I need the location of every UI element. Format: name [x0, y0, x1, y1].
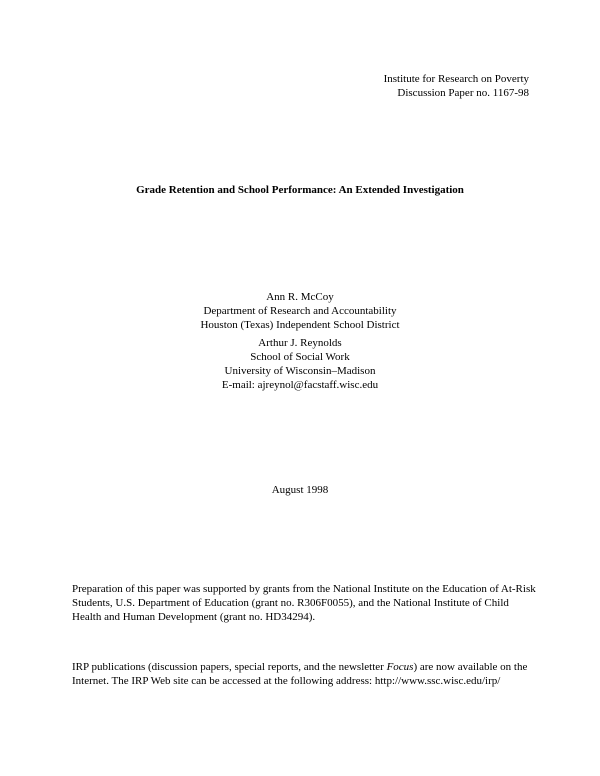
author-block-reynolds: [0, 336, 600, 392]
author-institution: Houston (Texas) Independent School District: [200, 319, 400, 331]
publications-note: [72, 660, 532, 688]
author-department: School of Social Work: [250, 351, 350, 363]
author-block-mccoy: [0, 290, 600, 332]
funding-line: Students, U.S. Department of Education (grant no. R306F0055), and the National Institute of Child: [72, 597, 509, 609]
publications-text-before: IRP publications (discussion papers, special reports, and the newsletter: [72, 661, 387, 673]
funding-line: Preparation of this paper was supported by grants from the National Institute on the Education of At-Risk: [72, 583, 536, 595]
paper-header: [384, 72, 529, 100]
funding-line: Health and Human Development (grant no. HD34294).: [72, 611, 316, 623]
author-institution: University of Wisconsin–Madison: [224, 365, 376, 377]
publications-line: Internet. The IRP Web site can be accessed at the following address: http://www.ssc.wisc.edu/irp/: [72, 675, 501, 687]
author-department: Department of Research and Accountability: [203, 305, 397, 317]
institute-name: Institute for Research on Poverty: [383, 73, 529, 85]
publications-text-after: ) are now available on the: [413, 661, 528, 673]
author-name: Ann R. McCoy: [266, 291, 334, 303]
paper-title: Grade Retention and School Performance: An Extended Investigation: [136, 184, 464, 196]
author-email: E-mail: ajreynol@facstaff.wisc.edu: [221, 379, 379, 391]
funding-note: [72, 582, 536, 624]
focus-newsletter-title: Focus: [386, 661, 414, 673]
publications-line: [72, 660, 532, 674]
publication-date: August 1998: [271, 484, 329, 496]
discussion-paper-number: Discussion Paper no. 1167-98: [397, 87, 529, 99]
author-name: Arthur J. Reynolds: [258, 337, 342, 349]
